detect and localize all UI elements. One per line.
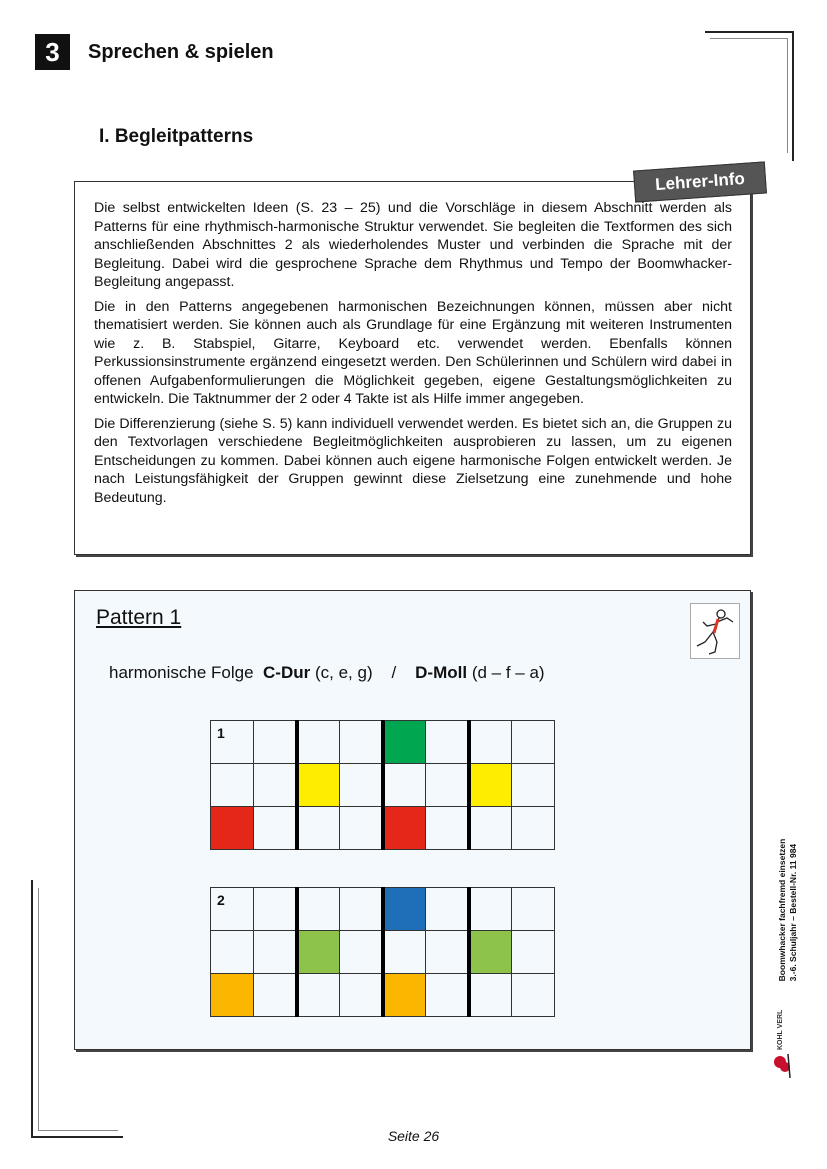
teacher-info-tag: Lehrer-Info [633, 161, 767, 202]
info-paragraph: Die Differenzierung (siehe S. 5) kann individuell verwendet werden. Es bietet sich an, die Gruppen zu den Textvorlagen verschiedene Begleitmöglichkeiten ausprobieren zu lassen, um zu eigenen Entscheidungen zu kommen. Dabei können auch eigene harmonische Folgen entwickelt werden. Je nach Leistungsfähigkeit der Gruppen gewinnt diese Zielsetzung eine zunehmende und hohe Bedeutung. [94, 415, 732, 506]
grid-cell [254, 931, 297, 974]
pattern-title: Pattern 1 [96, 606, 182, 629]
corner-decoration-line [705, 31, 793, 33]
grid-cell [383, 764, 426, 807]
grid-cell [426, 721, 469, 764]
chord-2: D-Moll [415, 663, 468, 682]
grid-cell [426, 931, 469, 974]
grid-cell [426, 764, 469, 807]
grid-cell [297, 721, 340, 764]
info-paragraph: Die selbst entwickelten Ideen (S. 23 – 25) und die Vorschläge in diesem Abschnitt werden als Patterns für eine rhythmisch-harmonische Struktur verwendet. Sie begleiten die Textformen des sich anschließenden Abschnittes 2 als wiederholendes Muster und verbinden die Sprache mit der Begleitung. Dabei wird die gesprochene Sprache dem Rhythmus und Tempo der Boomwhacker-Begleitung angepasst. [94, 200, 732, 290]
grid-cell-colored [383, 974, 426, 1017]
grid-cell [383, 931, 426, 974]
publisher-logo [772, 1010, 800, 1080]
grid-cell [469, 807, 512, 850]
grid-cell [254, 764, 297, 807]
grid-row [211, 931, 555, 974]
rhythm-grid [210, 887, 555, 1017]
grid-row [211, 764, 555, 807]
grid-row [211, 807, 555, 850]
grid-cell-colored [211, 807, 254, 850]
grid-cell-colored [469, 931, 512, 974]
grid-cell [426, 974, 469, 1017]
grid-cell [340, 931, 383, 974]
chord-1-notes: (c, e, g) [314, 663, 373, 682]
corner-decoration-line [787, 38, 788, 153]
harmony-line [109, 663, 545, 683]
sidebar-line: Boomwhacker fachfremd einsetzen [777, 838, 787, 982]
grid-number: 2 [211, 888, 254, 931]
grid-cell-colored [383, 888, 426, 931]
grid-cell [254, 888, 297, 931]
grid-cell [426, 888, 469, 931]
chapter-title: Sprechen & spielen [88, 41, 274, 63]
grid-cell [469, 721, 512, 764]
grid-cell [469, 888, 512, 931]
grid-cell [297, 974, 340, 1017]
corner-decoration-line [31, 880, 33, 1138]
grid-row [211, 721, 555, 764]
grid-cell [512, 888, 555, 931]
publisher-name: KOHL VERLAG [777, 1010, 784, 1050]
teacher-info-text [94, 199, 732, 513]
chord-2-notes: (d – f – a) [471, 663, 545, 682]
grid-cell-colored [383, 807, 426, 850]
grid-row [211, 974, 555, 1017]
grid-cell [254, 807, 297, 850]
grid-cell [512, 974, 555, 1017]
grid-row [211, 888, 555, 931]
grid-cell-colored [383, 721, 426, 764]
corner-decoration-line [710, 38, 788, 39]
page-number: Seite 26 [387, 1128, 440, 1144]
grid-cell [512, 764, 555, 807]
grid-cell [469, 974, 512, 1017]
grid-cell [426, 807, 469, 850]
harmony-prefix: harmonische Folge [109, 663, 254, 682]
dancing-figure-icon [690, 603, 740, 659]
corner-decoration-line [38, 888, 39, 1131]
corner-decoration-line [792, 31, 794, 161]
chord-1: C-Dur [263, 663, 311, 682]
grid-cell [340, 807, 383, 850]
section-title: I. Begleitpatterns [99, 126, 254, 147]
grid-number: 1 [211, 721, 254, 764]
rhythm-grid [210, 720, 555, 850]
grid-cell-colored [297, 764, 340, 807]
info-paragraph: Die in den Patterns angegebenen harmonischen Bezeichnungen können, müssen aber nicht thematisiert werden. Sie können auch als Grundlage für eine Ergänzung mit weiteren Instrumenten wie z. B. Stabspiel, Gitarre, Keyboard etc. verwendet werden. Ebenfalls können Perkussionsinstrumente ergänzend eingesetzt werden. Den Schülerinnen und Schülern wird dabei in offenen Aufgabenformulierungen die Möglichkeit gegeben, eigene Gestaltungsmöglichkeiten zu entwickeln. Die Taktnummer der 2 oder 4 Takte ist als Hilfe immer angegeben. [94, 298, 732, 407]
grid-cell-colored [469, 764, 512, 807]
grid-cell [297, 807, 340, 850]
grid-cell [340, 721, 383, 764]
chapter-number: 3 [35, 34, 70, 70]
grid-cell-colored [211, 974, 254, 1017]
chord-separator: / [391, 663, 397, 682]
grid-cell [211, 931, 254, 974]
grid-cell [512, 721, 555, 764]
grid-cell [340, 974, 383, 1017]
grid-cell [512, 931, 555, 974]
sidebar-product-info [777, 839, 799, 982]
grid-cell [512, 807, 555, 850]
grid-cell-colored [297, 931, 340, 974]
grid-cell [297, 888, 340, 931]
grid-cell [254, 721, 297, 764]
grid-cell [340, 888, 383, 931]
grid-cell [211, 764, 254, 807]
grid-cell [340, 764, 383, 807]
grid-cell [254, 974, 297, 1017]
sidebar-line: 3.-6. Schuljahr – Bestell-Nr. 11 984 [788, 843, 798, 982]
